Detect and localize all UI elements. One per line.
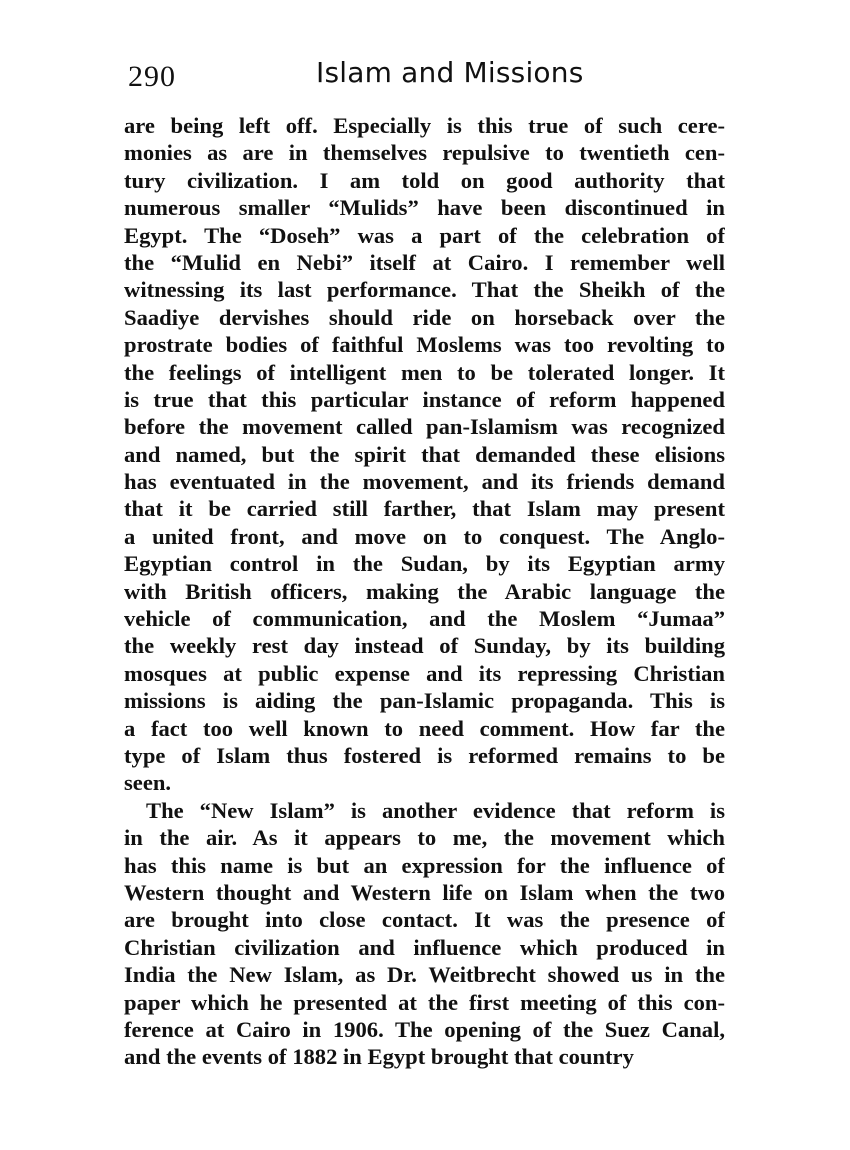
text-line: the feelings of intelligent men to be tolerated longer. It <box>124 359 725 385</box>
text-line: Christian civilization and influence which produced in <box>124 934 725 960</box>
text-line: the “Mulid en Nebi” itself at Cairo. I remember well <box>124 249 725 275</box>
text-line: seen. <box>124 770 172 796</box>
text-line: are brought into close contact. It was the presence of <box>124 907 725 933</box>
text-line: type of Islam thus fostered is reformed remains to be <box>124 742 725 768</box>
paragraph <box>124 797 725 1071</box>
text-line: prostrate bodies of faithful Moslems was too revolting to <box>124 332 725 358</box>
text-line: Saadiye dervishes should ride on horseback over the <box>124 304 725 330</box>
text-line: the weekly rest day instead of Sunday, by its building <box>124 633 725 659</box>
text-line: has this name is but an expression for the influence of <box>124 852 725 878</box>
text-line: The “New Islam” is another evidence that reform is <box>146 797 725 823</box>
text-line: vehicle of communication, and the Moslem “Jumaa” <box>124 606 725 632</box>
body-text <box>124 112 725 1071</box>
text-line: mosques at public expense and its repressing Christian <box>124 660 725 686</box>
text-line: witnessing its last performance. That the Sheikh of the <box>124 277 725 303</box>
text-line: numerous smaller “Mulids” have been discontinued in <box>124 195 725 221</box>
page-number: 290 <box>128 60 176 93</box>
text-line: monies as are in themselves repulsive to twentieth cen- <box>124 140 725 166</box>
text-line: and the events of 1882 in Egypt brought that country <box>124 1044 634 1070</box>
text-line: Egypt. The “Doseh” was a part of the celebration of <box>124 222 725 248</box>
text-line: that it be carried still farther, that Islam may present <box>124 496 725 522</box>
text-line: with British officers, making the Arabic language the <box>124 578 725 604</box>
running-title: Islam and Missions <box>316 56 584 89</box>
text-line: tury civilization. I am told on good authority that <box>124 167 725 193</box>
text-line: a fact too well known to need comment. How far the <box>124 715 725 741</box>
text-line: is true that this particular instance of reform happened <box>124 386 725 412</box>
text-line: Egyptian control in the Sudan, by its Egyptian army <box>124 551 725 577</box>
text-line: India the New Islam, as Dr. Weitbrecht showed us in the <box>124 962 725 988</box>
text-line: missions is aiding the pan-Islamic propaganda. This is <box>124 688 725 714</box>
text-line: Western thought and Western life on Islam when the two <box>124 879 725 905</box>
text-line: in the air. As it appears to me, the movement which <box>124 825 725 851</box>
text-line: are being left off. Especially is this true of such cere- <box>124 113 725 138</box>
paragraph <box>124 112 725 797</box>
text-line: before the movement called pan-Islamism was recognized <box>124 414 725 440</box>
text-line: a united front, and move on to conquest. The Anglo- <box>124 523 725 549</box>
text-line: and named, but the spirit that demanded these elisions <box>124 441 725 467</box>
text-line: ference at Cairo in 1906. The opening of the Suez Canal, <box>124 1016 725 1042</box>
text-line: has eventuated in the movement, and its friends demand <box>124 469 725 495</box>
running-head <box>128 56 728 96</box>
text-line: paper which he presented at the first meeting of this con- <box>124 989 725 1015</box>
